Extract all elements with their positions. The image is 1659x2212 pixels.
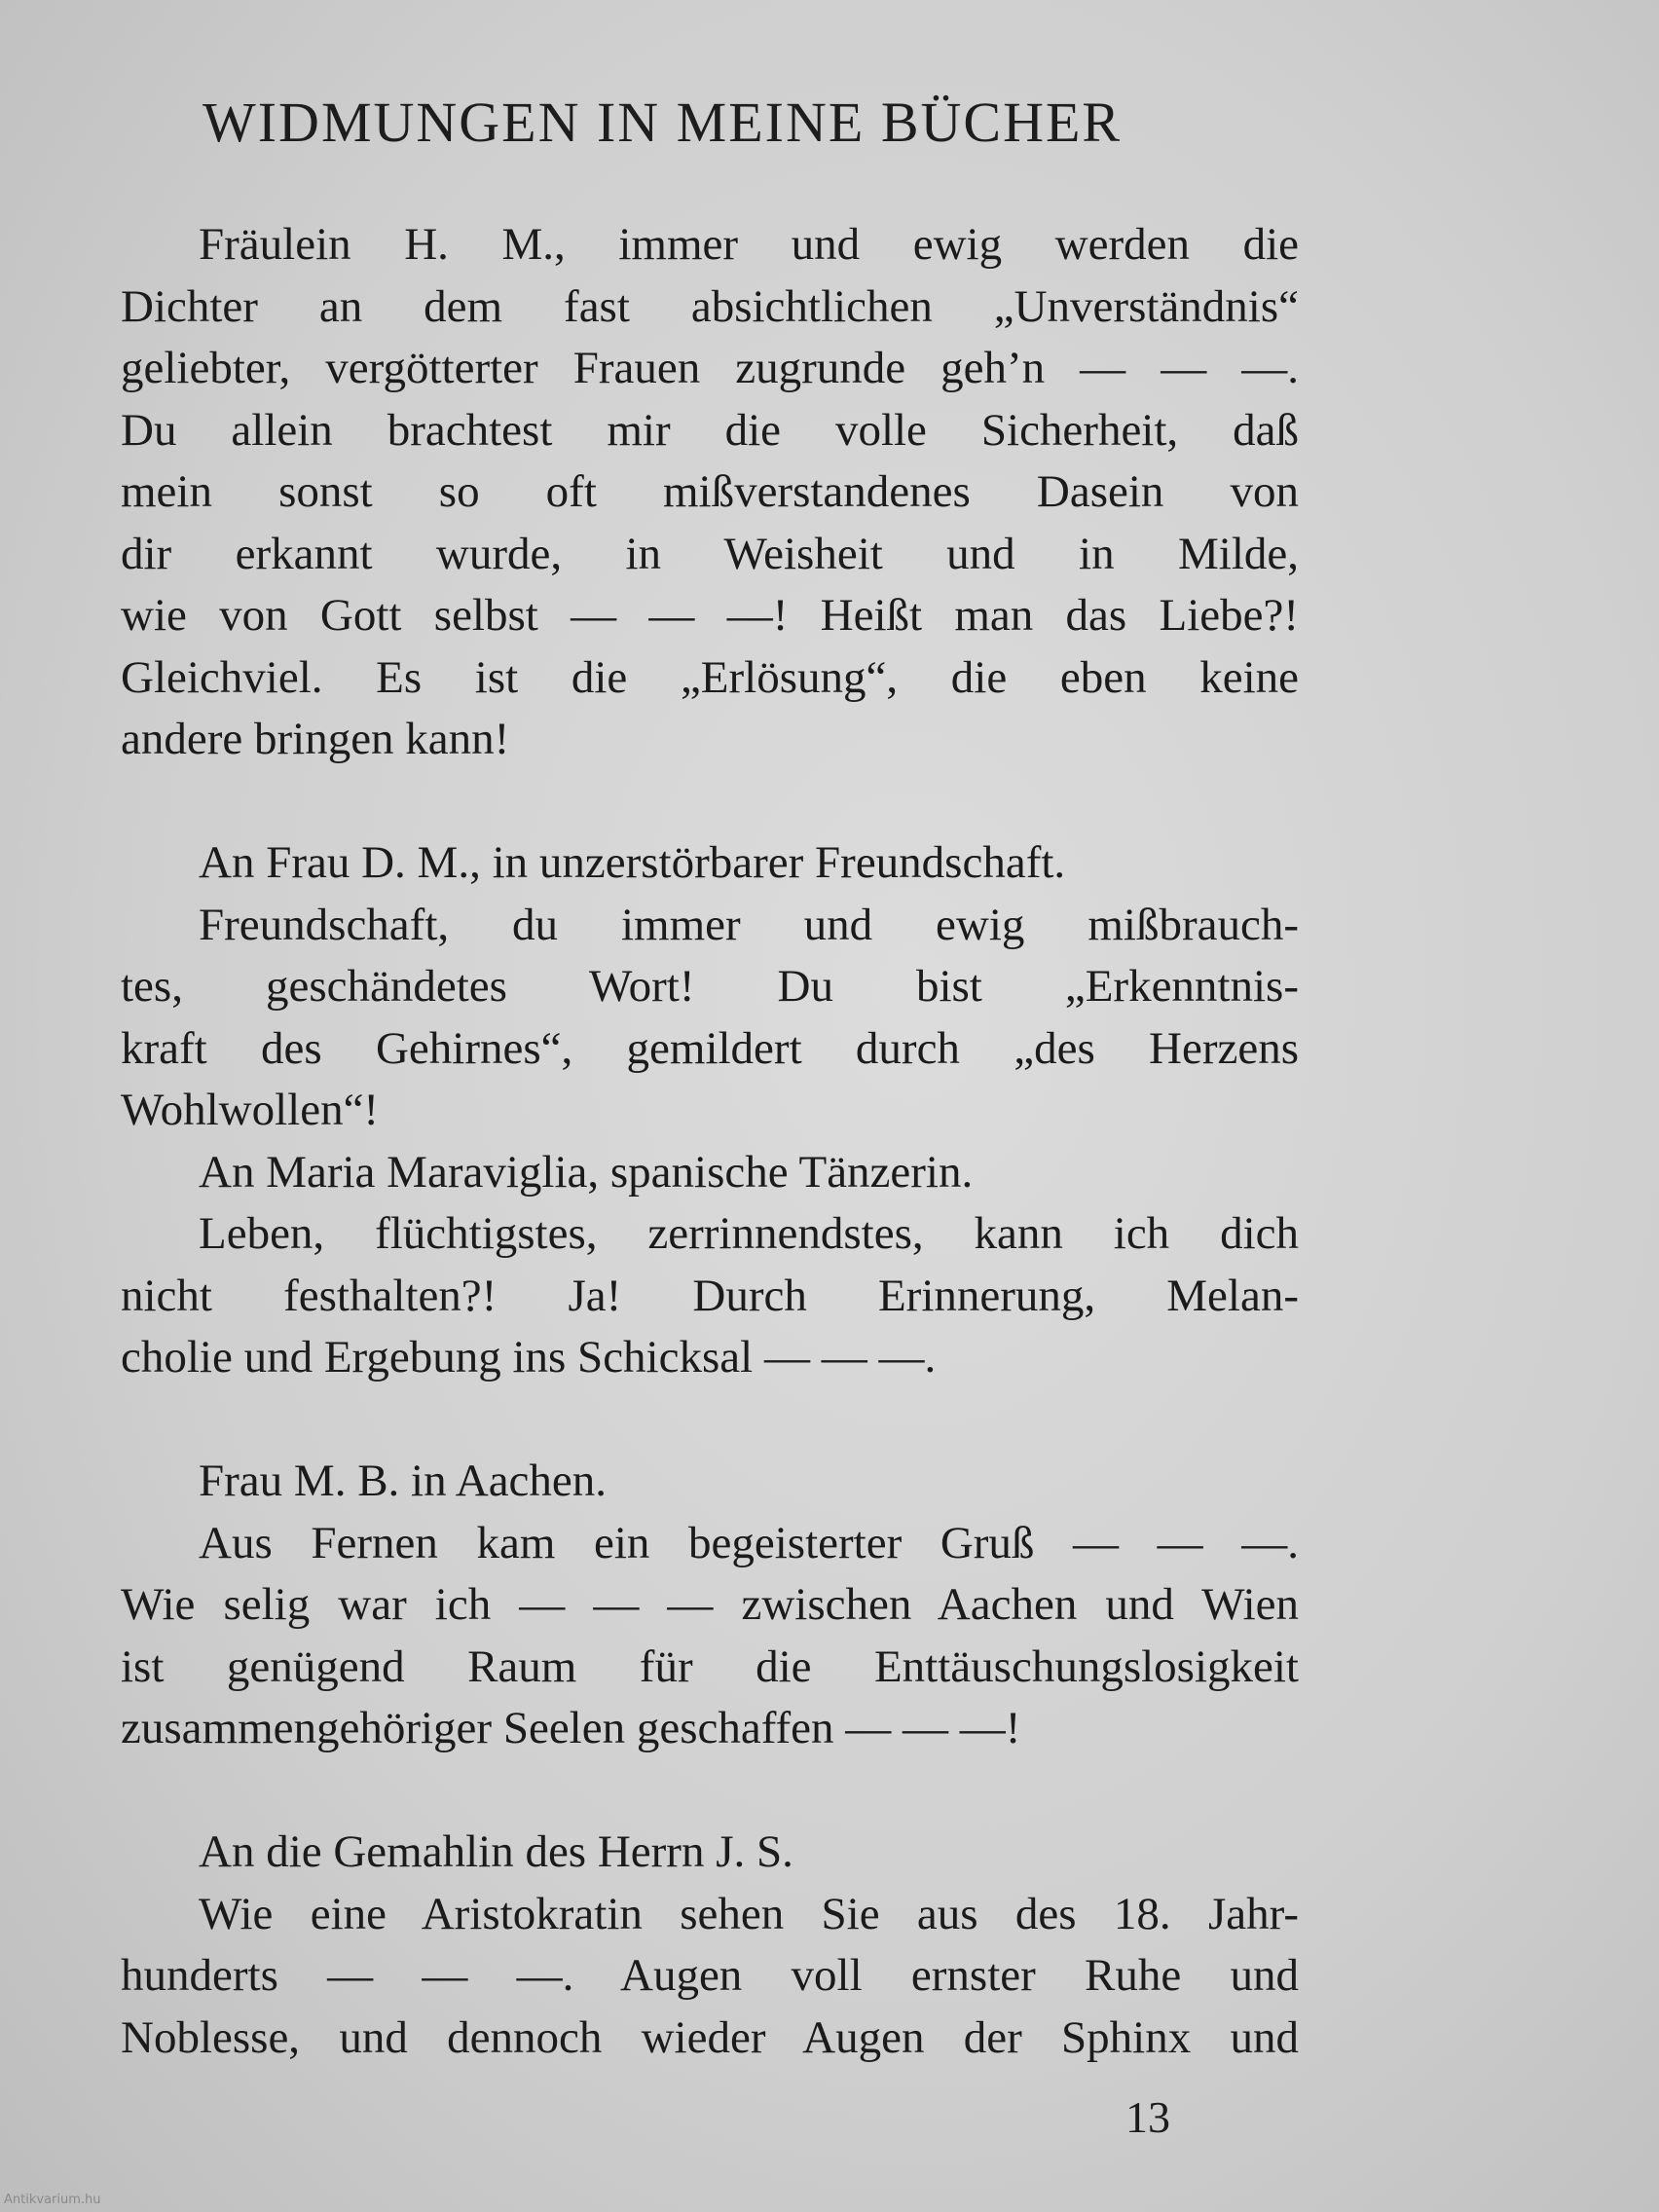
text-line: Wohlwollen“! [121,1085,380,1135]
watermark: Antikvarium.hu [4,2193,101,2207]
text-line: Wie eine Aristokratin sehen Sie aus des 18. Jahr- [199,1888,1299,1939]
text-line: Wie selig war ich — — — zwischen Aachen und Wien [121,1579,1299,1630]
body-text [121,214,1299,2069]
text-line: wie von Gott selbst — — —! Heißt man das Liebe?! [121,590,1299,641]
text-line: Gleichviel. Es ist die „Erlösung“, die eben keine [121,651,1299,703]
text-line: Noblesse, und dennoch wieder Augen der Sphinx und [121,2011,1299,2063]
text-line: mein sonst so oft mißverstandenes Dasein von [121,466,1299,517]
text-line: Dichter an dem fast absichtlichen „Unverständnis“ [121,280,1299,332]
text-line: nicht festhalten?! Ja! Durch Erinnerung, Melan- [121,1270,1299,1321]
text-line: An Frau D. M., in unzerstörbarer Freundschaft. [199,837,1066,888]
text-line: Frau M. B. in Aachen. [199,1456,608,1506]
text-line: Leben, flüchtigstes, zerrinnendstes, kann ich dich [199,1208,1299,1259]
paragraph-gap [121,771,1299,833]
text-line: Freundschaft, du immer und ewig mißbrauch- [199,899,1299,950]
paragraph-gap [121,1760,1299,1823]
text-line: An die Gemahlin des Herrn J. S. [199,1826,793,1877]
text-line: andere bringen kann! [121,714,510,764]
running-head: WIDMUNGEN IN MEINE BÜCHER [203,91,1123,154]
text-line: Aus Fernen kam ein begeisterter Gruß — — —. [199,1517,1299,1568]
text-line: An Maria Maraviglia, spanische Tänzerin. [199,1146,974,1198]
text-line: tes, geschändetes Wort! Du bist „Erkenntnis- [121,961,1299,1012]
paragraph-gap [121,1389,1299,1452]
page-number: 13 [1125,2092,1170,2142]
text-line: ist genügend Raum für die Enttäuschungslosigkeit [121,1641,1299,1692]
text-line: Fräulein H. M., immer und ewig werden die [199,219,1299,270]
text-line: cholie und Ergebung ins Schicksal — — —. [121,1332,937,1382]
text-line: hunderts — — —. Augen voll ernster Ruhe und [121,1950,1299,2001]
text-line: Du allein brachtest mir die volle Sicherheit, daß [121,404,1299,456]
text-line: geliebter, vergötterter Frauen zugrunde geh’n — — —. [121,343,1299,393]
text-line: zusammengehöriger Seelen geschaffen — — —! [121,1703,1021,1753]
text-line: kraft des Gehirnes“, gemildert durch „des Herzens [121,1022,1299,1074]
text-line: dir erkannt wurde, in Weisheit und in Milde, [121,528,1299,579]
